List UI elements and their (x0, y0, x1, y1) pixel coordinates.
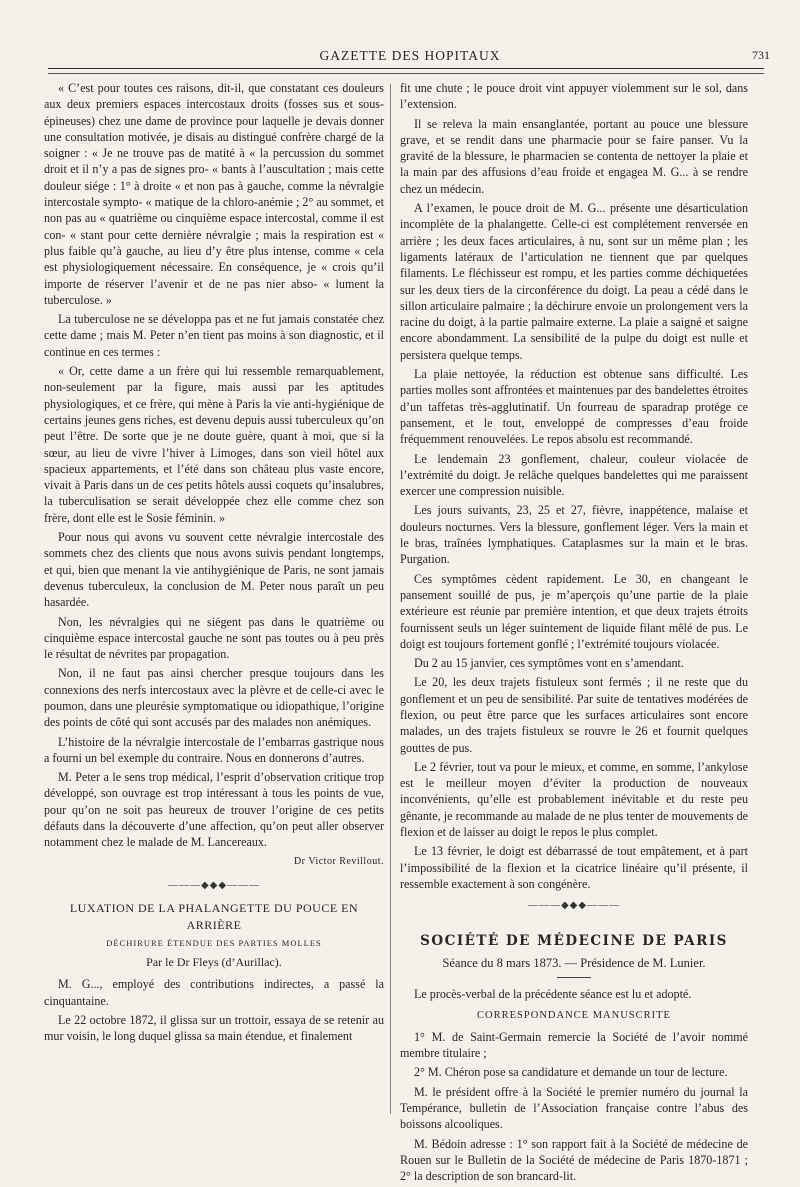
paragraph: Le 2 février, tout va pour le mieux, et comme, en somme, l’ankylose est le meilleur moyen d’éviter la production de nouveaux inconvénients, qu’elle est probablement inévitable et du reste peu gênante, je recommande au malade de ne plus tenter de mouvements de flexion et de laisser au doigt le repos le plus complet. (400, 759, 748, 840)
section-ornament: ———◆◆◆——— (167, 879, 261, 891)
paragraph: Ces symptômes cèdent rapidement. Le 30, en changeant le pansement souillé de pus, je m’aperçois qu’une partie de la plaie extérieure est réunie par première intention, et que deux trajets étroits fournissent seuls un léger suintement de liquide filant mêlé de pus. Le doigt est toujours fortement gonflé ; l’extrémité toujours violacée. (400, 571, 748, 651)
article-author: Par le Dr Fleys (d’Aurillac). (146, 955, 282, 970)
header-rule-thin (48, 73, 764, 74)
paragraph: Le 13 février, le doigt est débarrassé de tout empâtement, et à part l’impossibilité de la flexion et la cicatrice linéaire qu’il présente, il ressemble exactement à son congénère. (400, 844, 748, 891)
paragraph: Pour nous qui avons vu souvent cette névralgie intercostale des sommets chez des clients que nous avons suivis pendant longtemps, et qui, bien que menant la vie antihygiénique de Paris, ne sont jamais devenus tuberculeux, la conclusion de M. Peter nous paraît un peu hasardée. (44, 530, 384, 610)
journal-title: GAZETTE DES HOPITAUX (319, 48, 501, 63)
paragraph: L’histoire de la névralgie intercostale de l’embarras gastrique nous a fourni un bel exemple du contraire. Nous en donnerons d’autres. (44, 734, 384, 765)
paragraph: M. le président offre à la Société le premier numéro du journal la Tempérance, bulletin de l’Association française contre l’abus des boissons alcooliques. (400, 1084, 748, 1132)
article-subtitle: DÉCHIRURE ÉTENDUE DES PARTIES MOLLES (106, 937, 322, 948)
paragraph: « C’est pour toutes ces raisons, dit-il, que constatant ces douleurs aux deux premiers espaces intercostaux droits (fosses sus et sous-épineuses) chez une dame de province pour laquelle je devais donner une consultation motivée, je disais au distingué confrère chargé de la soigner : « Je ne trouve pas de matité à « la percussion du sommet droit et il n’y a pas de signes pro- « bants à l’auscultation ; mais cette douleur siége : 1° à droite « et non pas à gauche, comme la névralgie intercostale sympto- « matique de la chloro-anémie ; 2° au sommet, et non pas au « quatrième ou cinquième espace intercostal, comme il est con- « stant pour cette dernière névralgie ; mais la respiration est « plus faible qu’à gauche, au lieu d’y être plus intense, comme « cela est physiologiquement nécessaire. En conséquence, je « crois qu’il importe de réserver l’avenir et de ne pas nier abso- « lument la tuberculose. » (44, 81, 384, 307)
short-rule (557, 977, 591, 978)
paragraph: La plaie nettoyée, la réduction est obtenue sans difficulté. Les parties molles sont affrontées et maintenues par des bandelettes étroites d’un taffetas très-agglutinatif. Un fourreau de sparadrap protége ce pansement, et le tout, enveloppé de compresses d’eau froide fréquemment renouvelées. Le repos absolu est recommandé. (400, 367, 748, 447)
paragraph: Le 22 octobre 1872, il glissa sur un trottoir, essaya de se retenir au mur voisin, le long duquel glissa sa main étendue, et finalement (44, 1013, 384, 1044)
paragraph: 2° M. Chéron pose sa candidature et demande un tour de lecture. (414, 1065, 728, 1080)
society-title: SOCIÉTÉ DE MÉDECINE DE PARIS (420, 932, 728, 949)
paragraph: Le lendemain 23 gonflement, chaleur, couleur violacée de l’extrémité du doigt. Je relâche quelques bandelettes qui me paraissent exercer une compression nuisible. (400, 451, 748, 499)
paragraph: Il se releva la main ensanglantée, portant au pouce une blessure grave, et se rendit dans une pharmacie pour se faire panser. Vu la gravité de la blessure, le pharmacien se contenta de nettoyer la plaie et la main par des affusions d’eau froide et engagea M. G... à se rendre chez un médecin. (400, 116, 748, 196)
paragraph: La tuberculose ne se développa pas et ne fut jamais constatée chez cette dame ; mais M. Peter n’en tient pas moins à son diagnostic, et il continue en ces termes : (44, 312, 384, 359)
author-signature: Dr Victor Revillout. (293, 855, 384, 867)
paragraph: fit une chute ; le pouce droit vint appuyer violemment sur le sol, dans l’extension. (400, 81, 748, 112)
paragraph: Non, les névralgies qui ne siégent pas dans le quatrième ou cinquième espace intercostal gauche ne sont pas toutes ou à peu près le résultat de névrites par propagation. (44, 614, 384, 662)
paragraph: Le 20, les deux trajets fistuleux sont fermés ; il ne reste que du gonflement et un peu de sensibilité. Par suite de tentatives modérées de flexion, ou peut être parce que les surfaces articulaires sont encore malades, un des trajets fistuleux se rouvre le 26 et fournit quelques gouttes de pus. (400, 675, 748, 755)
paragraph: Non, il ne faut pas ainsi chercher presque toujours dans les connexions des nerfs intercostaux avec la plèvre et de celle-ci avec le poumon, dans une pleurésie symptomatique ou idiopathique, l’origine des points de côté qui sont accusés par des malades non anémiques. (44, 666, 384, 730)
paragraph: 1° M. de Saint-Germain remercie la Société de l’avoir nommé membre titulaire ; (400, 1029, 748, 1061)
left-column (44, 80, 384, 1048)
session-line: Séance du 8 mars 1873. — Présidence de M. Lunier. (442, 955, 706, 970)
paragraph: A l’examen, le pouce droit de M. G... présente une désarticulation incomplète de la phalangette. Celle-ci est complétement renversée en arrière ; les deux faces articulaires, à nu, sont sur un même plan ; les ligaments latéraux de l’articulation ne tiennent que par quelques filaments. Le fléchisseur est rompu, et les parties comme déchiquetées sur les deux tiers de la circonférence du doigt. La peau a cédé dans le sillon articulaire palmaire ; la déchirure envoie un prolongement vers la racine du doigt, à la partie palmaire externe. La plaie a saigné et saigne encore abondamment. La sensibilité de la pulpe du doigt est nulle et persistera quelque temps. (400, 201, 748, 362)
paragraph: M. Peter a le sens trop médical, l’esprit d’observation critique trop développé, son ouvrage est trop intéressant à tous les points de vue, pour qu’on ne soit pas heureux de trouver l’origine de ces petits défauts dans la découverte d’une affection, qu’on peut aller observer notamment chez le malade de M. Lancereaux. (44, 770, 384, 850)
page-header (40, 46, 780, 66)
section-ornament: ———◆◆◆——— (527, 900, 621, 912)
paragraph: Les jours suivants, 23, 25 et 27, fièvre, inappétence, malaise et douleurs nocturnes. Vers la blessure, gonflement léger. Vers la main et le bras, traînées lymphatiques. Cataplasmes sur la main et le bras. Purgation. (400, 503, 748, 567)
right-column (400, 80, 748, 1187)
paragraph: « Or, cette dame a un frère qui lui ressemble remarquablement, non-seulement par la figure, mais aussi par les aptitudes physiologiques, et ce frère, qui mène à Paris la vie anti-hygiénique de certains jeunes gens riches, est devenu depuis aussi tuberculeux qu’on peut l’être. De sorte que je ne doute guère, quant à moi, que si la sœur, au lieu de vivre l’hiver à Limoges, dans son vieil hôtel aux spacieux appartements, et l’été dans son château plus vaste encore, vivait à Paris dans un de ces petits hôtels aussi coquets qu’insalubres, la tuberculisation se serait développée chez elle comme chez son frère, dont elle est le Sosie féminin. » (44, 364, 384, 525)
article-title: LUXATION DE LA PHALANGETTE DU POUCE EN ARRIÈRE (69, 901, 359, 932)
paragraph: Du 2 au 15 janvier, ces symptômes vont en s’amendant. (414, 656, 684, 671)
correspondence-heading: CORRESPONDANCE MANUSCRITE (477, 1010, 671, 1022)
paragraph: M. Bédoin adresse : 1° son rapport fait à la Société de médecine de Rouen sur le Bulletin de la Société de médecine de Paris 1870-1871 ; 2° la description de son brancard-lit. (400, 1136, 748, 1184)
column-divider (390, 84, 391, 1114)
header-rule-thick (48, 68, 764, 69)
page-number: 731 (752, 48, 770, 62)
paragraph: Le procès-verbal de la précédente séance est lu et adopté. (414, 987, 692, 1002)
paragraph: M. G..., employé des contributions indirectes, a passé la cinquantaine. (44, 977, 384, 1008)
